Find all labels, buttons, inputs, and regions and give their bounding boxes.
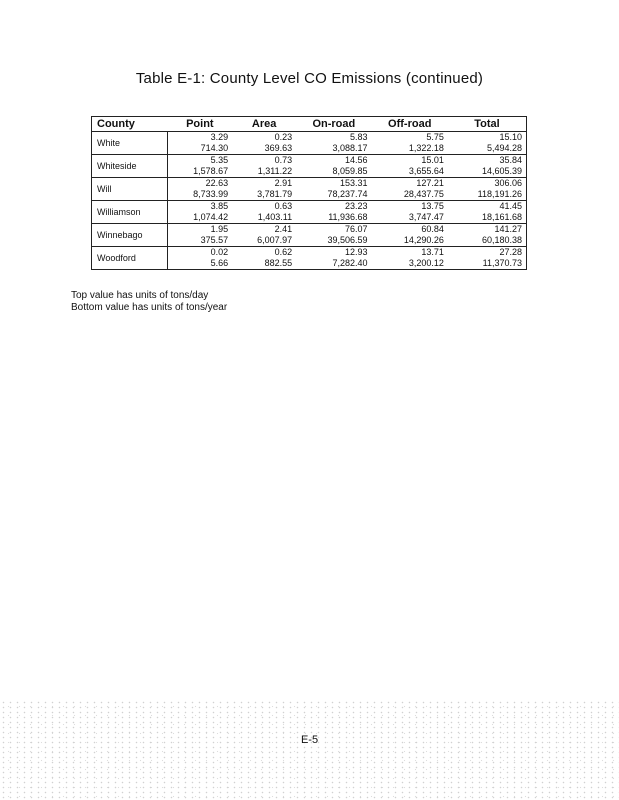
cell-total-top: 35.84 — [448, 155, 527, 167]
cell-onroad-top: 5.83 — [350, 132, 368, 142]
cell-point-top: 3.85 — [210, 201, 229, 211]
cell-offroad-top: 127.21 — [416, 178, 444, 188]
cell-onroad-top: 153.31 — [340, 178, 368, 188]
cell-total-bottom: 18,161.68 — [448, 212, 527, 224]
cell-point-top: 1.95 — [210, 224, 229, 234]
header-area: Area — [232, 117, 296, 132]
cell-area-bottom: 1,403.11 — [232, 212, 296, 224]
cell-total-top: 27.28 — [448, 247, 527, 259]
cell-total-bottom: 5,494.28 — [448, 143, 527, 155]
header-total: Total — [448, 117, 527, 132]
cell-total-top: 41.45 — [448, 201, 527, 213]
cell-point-bottom: 1,578.67 — [168, 166, 233, 178]
cell-onroad-bottom: 3,088.17 — [296, 143, 371, 155]
cell-point-top: 5.35 — [210, 155, 229, 165]
cell-onroad-bottom: 7,282.40 — [296, 258, 371, 270]
cell-onroad-bottom: 8,059.85 — [296, 166, 371, 178]
county-name: Will — [92, 178, 168, 201]
county-name: Woodford — [92, 247, 168, 270]
cell-offroad-top: 13.71 — [421, 247, 444, 257]
cell-area-bottom: 1,311.22 — [232, 166, 296, 178]
cell-point-bottom: 714.30 — [168, 143, 233, 155]
table-row-top — [92, 224, 527, 236]
cell-total-top: 306.06 — [448, 178, 527, 190]
scan-noise — [0, 700, 619, 800]
cell-offroad-bottom: 3,747.47 — [372, 212, 448, 224]
cell-area-bottom: 882.55 — [232, 258, 296, 270]
cell-onroad-bottom: 78,237.74 — [296, 189, 371, 201]
cell-area-bottom: 3,781.79 — [232, 189, 296, 201]
cell-onroad-top: 12.93 — [345, 247, 368, 257]
cell-offroad-bottom: 3,655.64 — [372, 166, 448, 178]
note-top-units: Top value has units of tons/day — [71, 290, 209, 301]
cell-total-top: 15.10 — [448, 132, 527, 144]
header-onroad: On-road — [296, 117, 371, 132]
table-title: Table E-1: County Level CO Emissions (continued) — [135, 70, 484, 87]
header-offroad: Off-road — [372, 117, 448, 132]
table-body — [92, 132, 527, 270]
table-row-top — [92, 247, 527, 259]
cell-point-top: 22.63 — [205, 178, 229, 188]
county-name: Whiteside — [92, 155, 168, 178]
county-name: Winnebago — [92, 224, 168, 247]
table-row-top — [92, 201, 527, 213]
cell-area-bottom: 369.63 — [232, 143, 296, 155]
cell-offroad-bottom: 3,200.12 — [372, 258, 448, 270]
cell-total-top: 141.27 — [448, 224, 527, 236]
cell-total-bottom: 60,180.38 — [448, 235, 527, 247]
cell-point-top: 0.02 — [210, 247, 229, 257]
table-row-top — [92, 178, 527, 190]
cell-area-bottom: 6,007.97 — [232, 235, 296, 247]
cell-point-bottom: 5.66 — [168, 258, 233, 270]
cell-point-top: 3.29 — [210, 132, 229, 142]
cell-offroad-top: 15.01 — [421, 155, 444, 165]
cell-onroad-top: 23.23 — [345, 201, 368, 211]
header-point: Point — [168, 117, 233, 132]
cell-offroad-top: 60.84 — [421, 224, 444, 234]
cell-point-bottom: 8,733.99 — [168, 189, 233, 201]
cell-offroad-top: 5.75 — [426, 132, 444, 142]
cell-area-top: 0.62 — [274, 247, 293, 257]
cell-area-top: 0.73 — [274, 155, 293, 165]
table-row-top — [92, 155, 527, 167]
page-number: E-5 — [300, 734, 319, 746]
cell-offroad-top: 13.75 — [421, 201, 444, 211]
units-notes — [71, 290, 227, 314]
cell-offroad-bottom: 28,437.75 — [372, 189, 448, 201]
cell-onroad-top: 76.07 — [345, 224, 368, 234]
cell-total-bottom: 11,370.73 — [448, 258, 527, 270]
county-name: Williamson — [92, 201, 168, 224]
cell-area-top: 0.23 — [274, 132, 293, 142]
cell-onroad-top: 14.56 — [345, 155, 368, 165]
note-bottom-units: Bottom value has units of tons/year — [71, 302, 228, 313]
cell-offroad-bottom: 1,322.18 — [372, 143, 448, 155]
emissions-table — [91, 116, 527, 270]
header-county: County — [92, 117, 168, 132]
cell-total-bottom: 14,605.39 — [448, 166, 527, 178]
county-name: White — [92, 132, 168, 155]
cell-point-bottom: 375.57 — [168, 235, 233, 247]
cell-total-bottom: 118,191.26 — [448, 189, 527, 201]
cell-onroad-bottom: 11,936.68 — [296, 212, 371, 224]
cell-point-bottom: 1,074.42 — [168, 212, 233, 224]
header-row — [92, 117, 527, 132]
cell-onroad-bottom: 39,506.59 — [296, 235, 371, 247]
cell-offroad-bottom: 14,290.26 — [372, 235, 448, 247]
cell-area-top: 0.63 — [274, 201, 293, 211]
cell-area-top: 2.91 — [274, 178, 293, 188]
cell-area-top: 2.41 — [274, 224, 293, 234]
table-row-top — [92, 132, 527, 144]
